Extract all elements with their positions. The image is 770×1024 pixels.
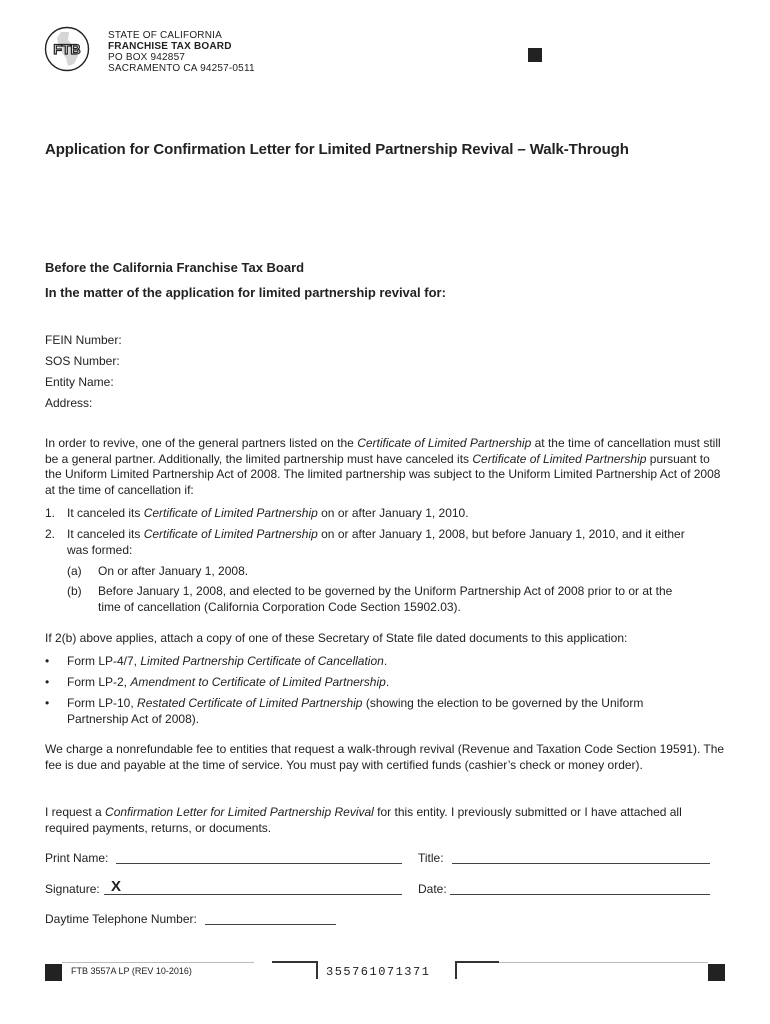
agency-line: FRANCHISE TAX BOARD <box>108 41 232 52</box>
signature-line[interactable] <box>104 881 402 895</box>
fee-paragraph: We charge a nonrefundable fee to entities that request a walk-through revival (Revenue and Taxation Code Section 19591). The fee is due and payable at the time of service. You must pay with certified funds (cashier’s check or money order). <box>45 742 725 772</box>
print-name-label: Print Name: <box>45 851 109 865</box>
intro-paragraph: In order to revive, one of the general partners listed on the Certificate of Limited Partnership at the time of cancellation must still be a general partner. Additionally, the limited partnership must have canceled its Certificate of Limited Partnership pursuant to the Uniform Limited Partnership Act of 2008. The limited partnership was subject to the Uniform Limited Partnership Act of 2008 at the time of cancellation if: <box>45 436 721 497</box>
form-id: FTB 3557A LP (REV 10-2016) <box>71 966 192 976</box>
agency-address <box>108 30 255 74</box>
agency-line: SACRAMENTO CA 94257-0511 <box>108 63 255 74</box>
registration-mark <box>528 48 542 62</box>
ftb-logo-text: FTB <box>53 41 81 57</box>
registration-mark-bottom-right <box>708 964 725 981</box>
phone-label: Daytime Telephone Number: <box>45 912 197 926</box>
fein-label: FEIN Number: <box>45 333 122 347</box>
heading-matter: In the matter of the application for limited partnership revival for: <box>45 285 446 300</box>
footer-rule-left <box>62 962 254 963</box>
ftb-logo <box>44 26 90 72</box>
signature-x-mark: X <box>111 878 122 895</box>
footer-rule-right <box>497 962 708 963</box>
date-label: Date: <box>418 882 447 896</box>
sos-label: SOS Number: <box>45 354 120 368</box>
document-number: 355761071371 <box>326 965 431 979</box>
entity-name-label: Entity Name: <box>45 375 114 389</box>
title-label: Title: <box>418 851 444 865</box>
title-line[interactable] <box>452 850 710 864</box>
agency-line: PO BOX 942857 <box>108 52 186 63</box>
address-label: Address: <box>45 396 93 410</box>
heading-board: Before the California Franchise Tax Board <box>45 260 305 275</box>
scan-bracket-left <box>272 961 318 979</box>
request-paragraph: I request a Confirmation Letter for Limited Partnership Revival for this entity. I previously submitted or I have attached all required payments, returns, or documents. <box>45 805 682 835</box>
page-title: Application for Confirmation Letter for Limited Partnership Revival – Walk-Through <box>45 141 629 158</box>
registration-mark-bottom-left <box>45 964 62 981</box>
date-line[interactable] <box>450 881 710 895</box>
scan-bracket-right <box>455 961 499 979</box>
print-name-line[interactable] <box>116 850 402 864</box>
attach-intro: If 2(b) above applies, attach a copy of one of these Secretary of State file dated documents to this application: <box>45 631 628 645</box>
phone-line[interactable] <box>205 911 336 925</box>
signature-label: Signature: <box>45 882 100 896</box>
agency-line: STATE OF CALIFORNIA <box>108 30 222 41</box>
